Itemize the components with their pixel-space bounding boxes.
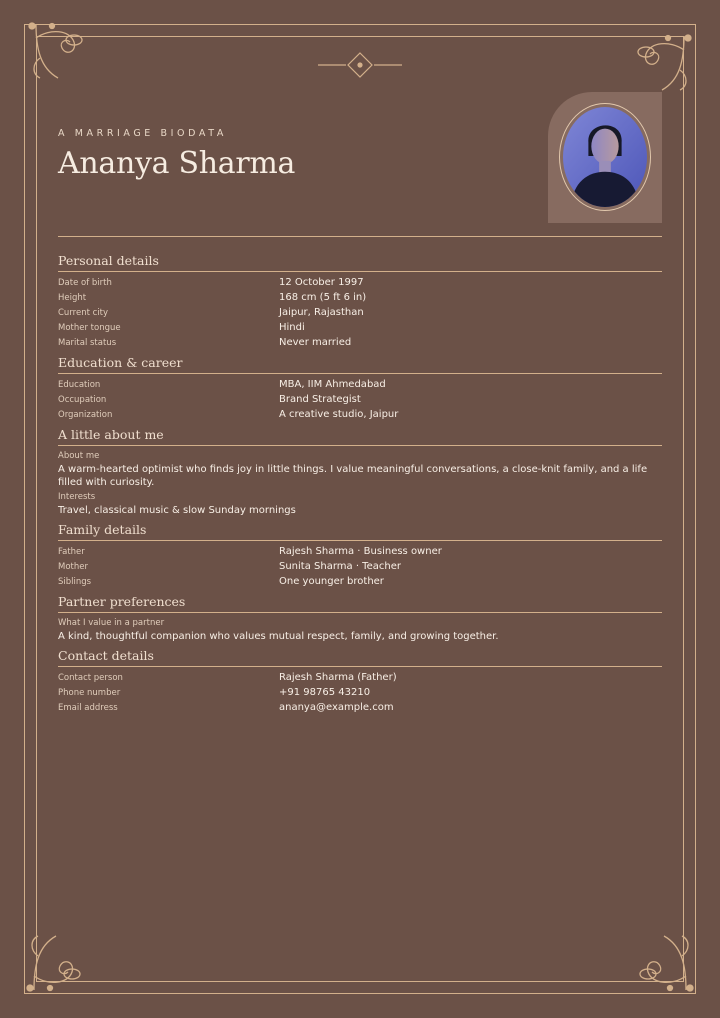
- portrait-photo: [559, 103, 651, 211]
- detail-label: Education: [58, 379, 101, 390]
- section-title: Contact details: [58, 647, 662, 667]
- detail-value: Rajesh Sharma (Father): [279, 672, 397, 683]
- detail-label: Date of birth: [58, 277, 112, 288]
- section-title: A little about me: [58, 426, 662, 446]
- detail-value: +91 98765 43210: [279, 687, 371, 698]
- detail-row: [58, 559, 662, 574]
- detail-row: [58, 700, 662, 715]
- section-about-me: [58, 426, 662, 517]
- detail-row: [58, 377, 662, 392]
- section-personal-details: [58, 252, 662, 350]
- detail-value: One younger brother: [279, 576, 384, 587]
- interests-text: Travel, classical music & slow Sunday mornings: [58, 505, 296, 516]
- section-title: Personal details: [58, 252, 662, 272]
- detail-row: [58, 335, 662, 350]
- detail-value: MBA, IIM Ahmedabad: [279, 379, 386, 390]
- section-title: Family details: [58, 521, 662, 541]
- detail-row: [58, 670, 662, 685]
- detail-row: [58, 275, 662, 290]
- detail-label: Siblings: [58, 576, 92, 587]
- section-contact-details: [58, 647, 662, 715]
- detail-value: Hindi: [279, 322, 305, 333]
- detail-value: Brand Strategist: [279, 394, 361, 405]
- detail-value: Sunita Sharma · Teacher: [279, 561, 401, 572]
- detail-label: Phone number: [58, 687, 121, 698]
- detail-value: 12 October 1997: [279, 277, 364, 288]
- detail-label: Current city: [58, 307, 109, 318]
- detail-value: 168 cm (5 ft 6 in): [279, 292, 367, 303]
- detail-label: Occupation: [58, 394, 107, 405]
- about-text: A warm-hearted optimist who finds joy in little things. I value meaningful conversations, a close-knit family, and a life filled with curiosity.: [58, 464, 648, 488]
- detail-row: [58, 685, 662, 700]
- photo-frame: [548, 92, 662, 223]
- detail-label: Organization: [58, 409, 113, 420]
- floral-corner-icon: [630, 926, 700, 996]
- document-eyebrow: A MARRIAGE BIODATA: [58, 128, 228, 139]
- detail-label: Marital status: [58, 337, 117, 348]
- detail-value: Never married: [279, 337, 352, 348]
- detail-label: Height: [58, 292, 87, 303]
- detail-value: Jaipur, Rajasthan: [279, 307, 364, 318]
- floral-corner-icon: [22, 18, 92, 88]
- detail-label: Mother: [58, 561, 88, 572]
- detail-row: [58, 544, 662, 559]
- section-title: Education & career: [58, 354, 662, 374]
- section-education-career: [58, 354, 662, 422]
- about-label: About me: [58, 451, 100, 461]
- candidate-name: Ananya Sharma: [58, 146, 296, 181]
- detail-row: [58, 320, 662, 335]
- biodata-content: [58, 252, 662, 719]
- detail-row: [58, 305, 662, 320]
- section-title: Partner preferences: [58, 593, 662, 613]
- floral-corner-icon: [20, 926, 90, 996]
- detail-value: A creative studio, Jaipur: [279, 409, 399, 420]
- detail-row: [58, 290, 662, 305]
- detail-row: [58, 574, 662, 589]
- diamond-ornament-icon: [316, 50, 404, 80]
- partner-text: A kind, thoughtful companion who values mutual respect, family, and growing together.: [58, 631, 499, 642]
- detail-label: Father: [58, 546, 85, 557]
- section-family-details: [58, 521, 662, 589]
- header-divider: [58, 236, 662, 237]
- section-partner-preferences: [58, 593, 662, 643]
- detail-row: [58, 407, 662, 422]
- interests-label: Interests: [58, 492, 96, 502]
- detail-row: [58, 392, 662, 407]
- detail-value: Rajesh Sharma · Business owner: [279, 546, 442, 557]
- detail-label: Contact person: [58, 672, 123, 683]
- partner-label: What I value in a partner: [58, 618, 165, 628]
- detail-label: Mother tongue: [58, 322, 121, 333]
- email-value[interactable]: ananya@example.com: [279, 702, 394, 713]
- floral-corner-icon: [628, 30, 698, 100]
- detail-label: Email address: [58, 702, 118, 713]
